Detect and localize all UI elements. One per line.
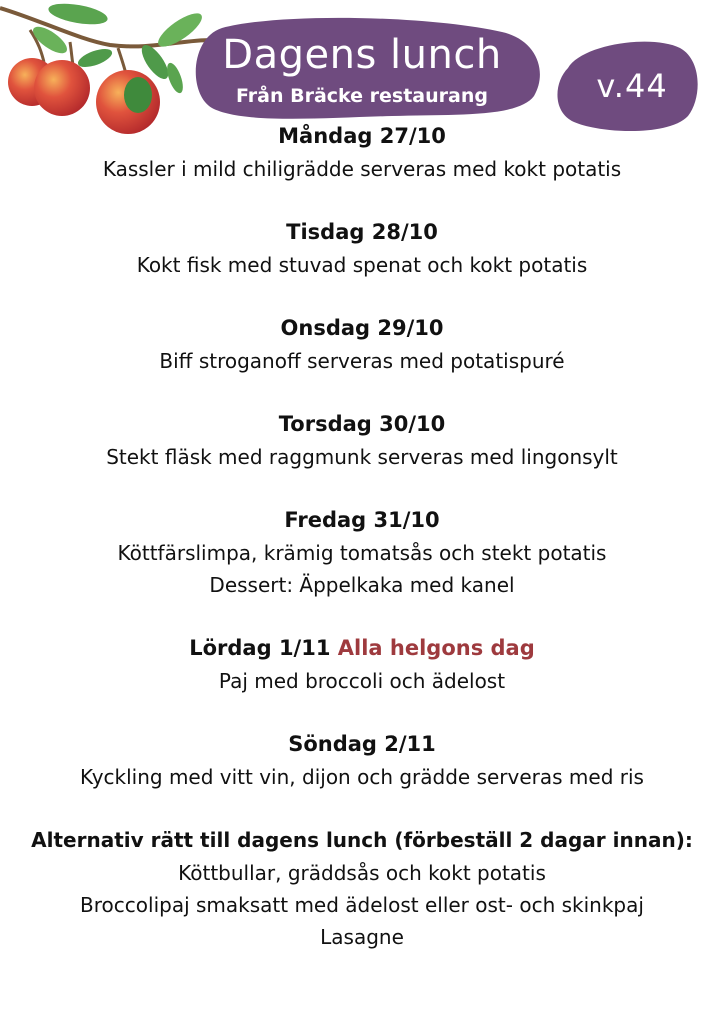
dish: Biff stroganoff serveras med potatispuré [159,349,565,373]
day-heading: Onsdag 29/10 [280,316,444,340]
day-saturday [0,632,724,697]
day-tuesday [0,216,724,281]
day-heading: Tisdag 28/10 [286,220,438,244]
dish: Stekt fläsk med raggmunk serveras med lingonsylt [106,445,618,469]
alternative-heading: Alternativ rätt till dagens lunch (förbeställ 2 dagar innan): [31,828,693,852]
restaurant-subtitle: Från Bräcke restaurang [236,85,488,107]
page-title: Dagens lunch [222,32,502,78]
dish: Kokt fisk med stuvad spenat och kokt potatis [136,253,588,277]
day-wednesday [0,312,724,377]
holiday-label: Alla helgons dag [337,636,535,660]
day-heading: Måndag 27/10 [278,124,446,148]
weekly-menu [0,120,724,984]
alternative-dish: Köttbullar, gräddsås och kokt potatis [178,861,546,885]
dish: Kyckling med vitt vin, dijon och grädde serveras med ris [80,765,644,789]
day-heading: Söndag 2/11 [288,732,436,756]
dish: Kassler i mild chiligrädde serveras med kokt potatis [102,157,622,181]
day-heading-date: Lördag 1/11 [189,636,331,660]
alternative-dish: Lasagne [320,925,404,949]
dish: Köttfärslimpa, krämig tomatsås och stekt potatis [117,541,607,565]
week-number: v.44 [596,67,668,105]
alternative-dish: Broccolipaj smaksatt med ädelost eller ost- och skinkpaj [80,893,644,917]
dessert: Dessert: Äppelkaka med kanel [209,573,515,597]
day-monday [0,120,724,185]
day-heading [0,632,724,665]
alternative-dishes [0,824,724,953]
day-thursday [0,408,724,473]
day-heading: Fredag 31/10 [284,508,440,532]
day-sunday [0,728,724,793]
day-heading: Torsdag 30/10 [278,412,446,436]
day-friday [0,504,724,601]
dish: Paj med broccoli och ädelost [218,669,506,693]
